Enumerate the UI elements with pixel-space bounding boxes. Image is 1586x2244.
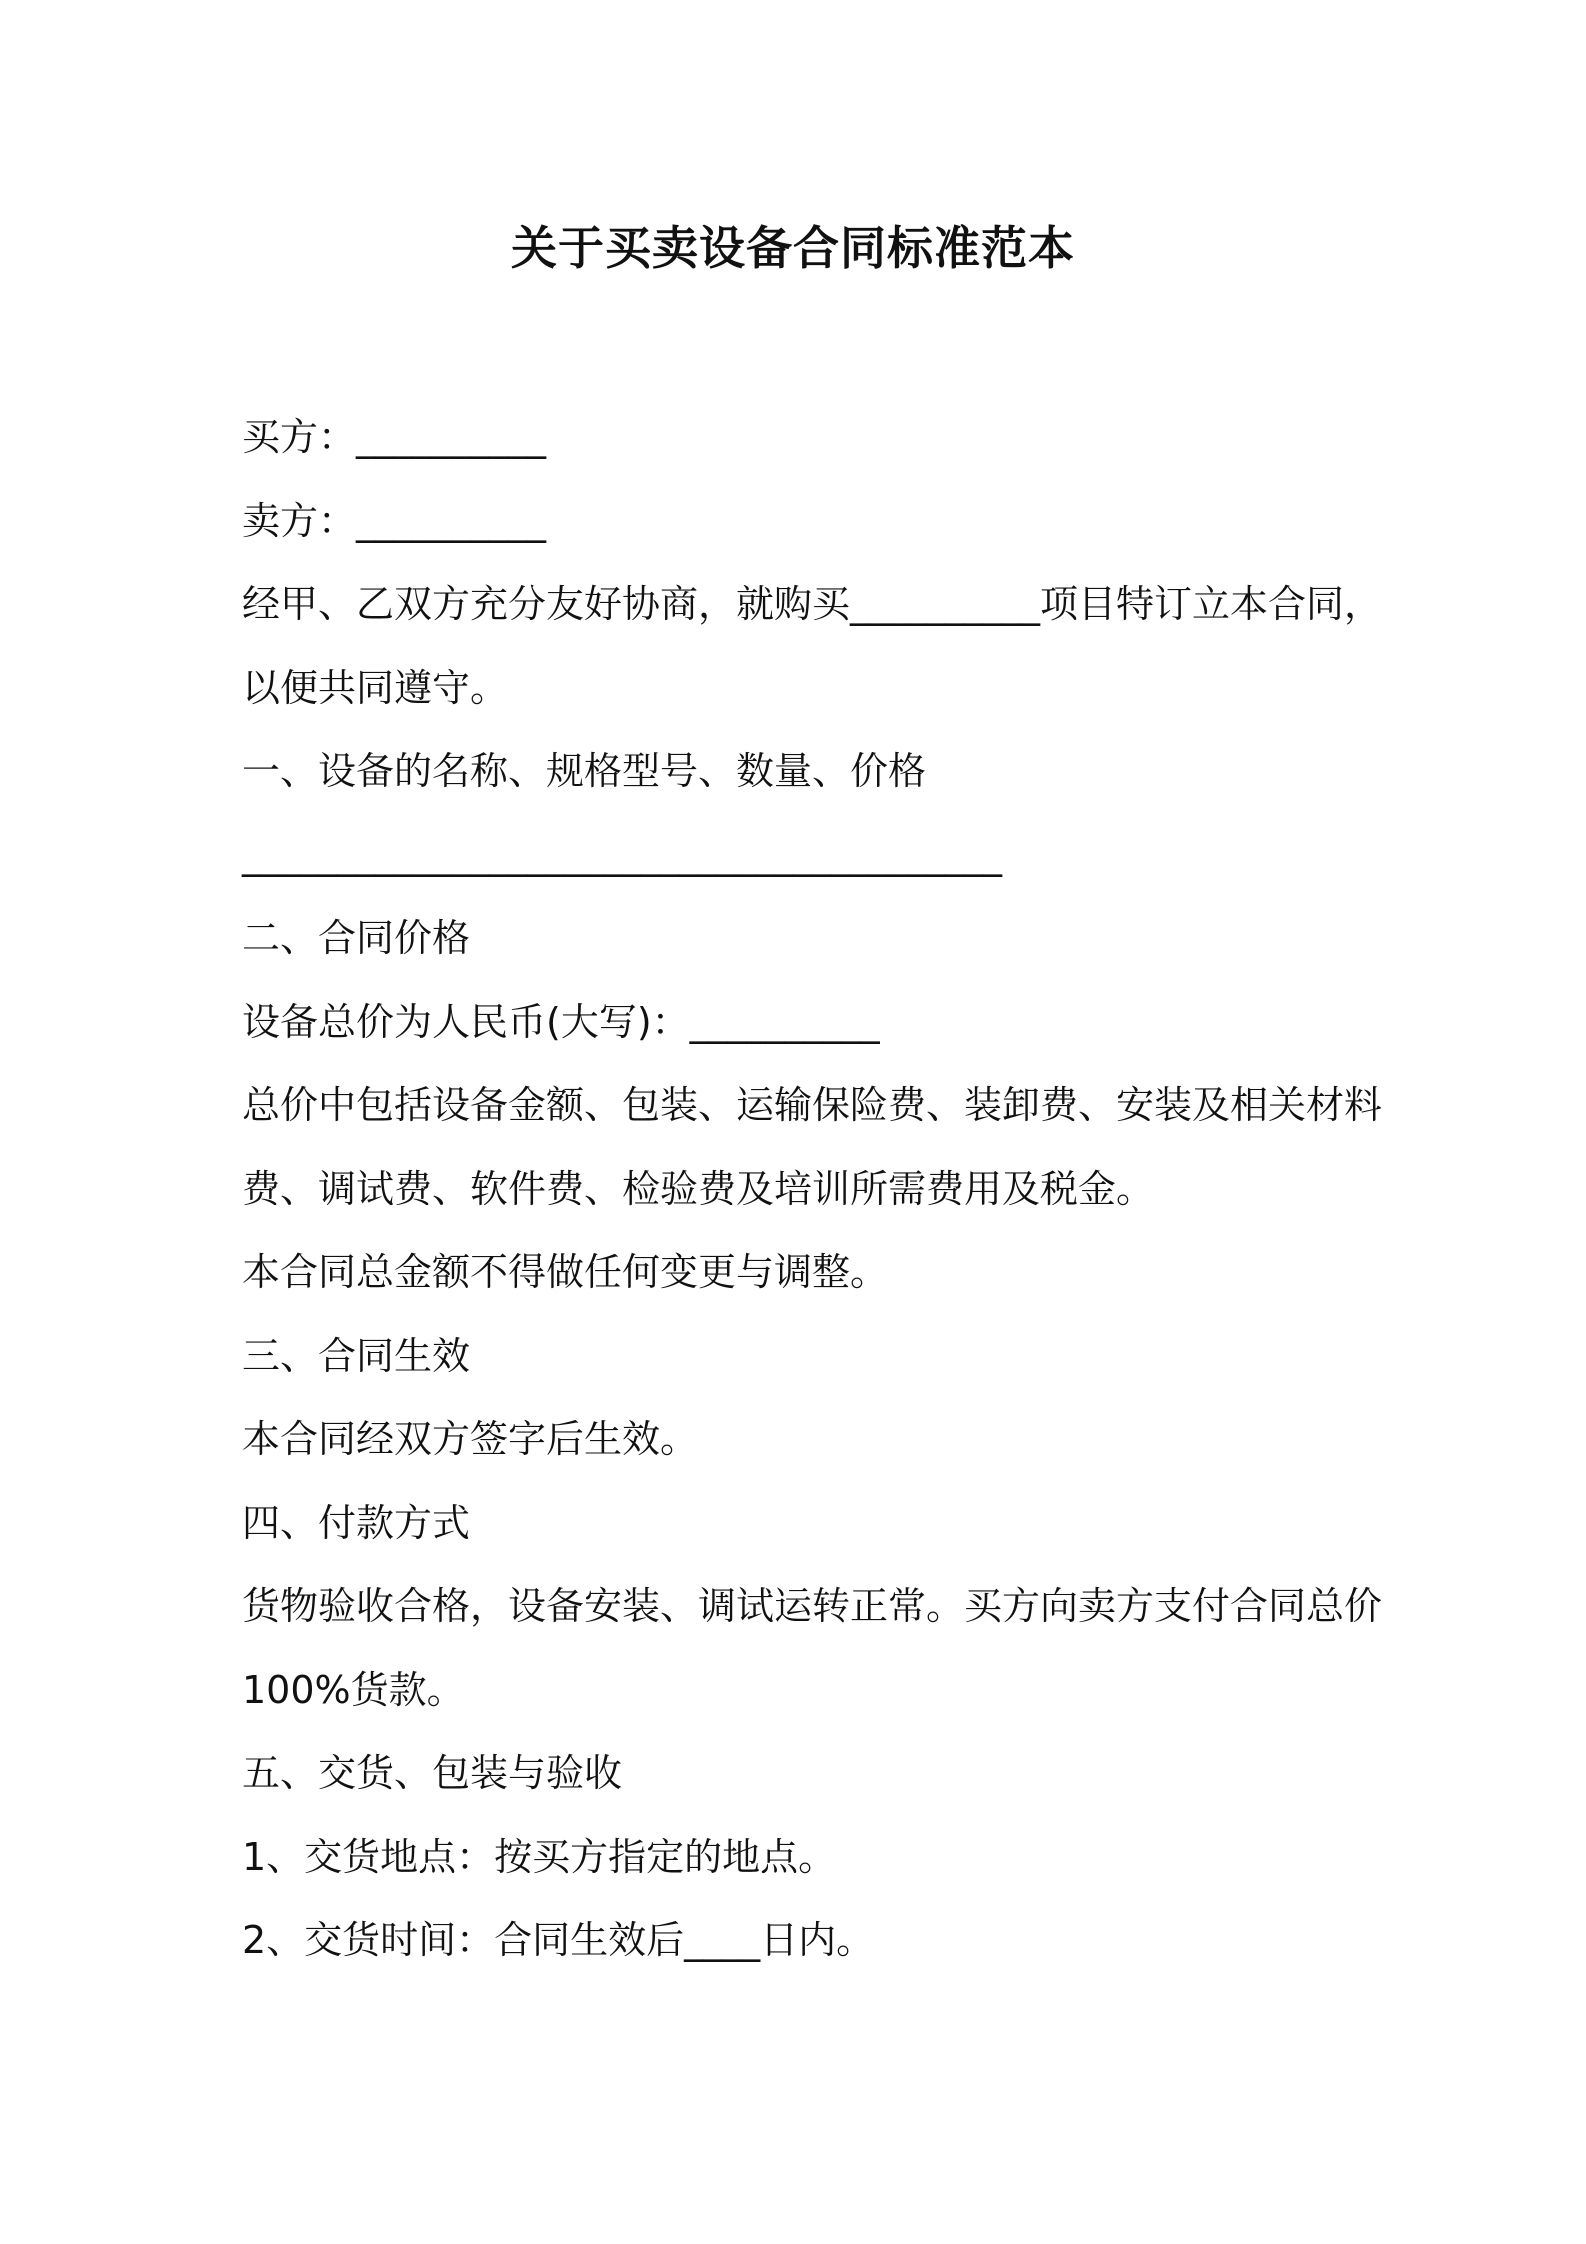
section-5-heading: 五、交货、包装与验收	[242, 1751, 623, 1795]
payment-line-2: 100%货款。	[242, 1667, 465, 1712]
effective-line: 本合同经双方签字后生效。	[242, 1417, 699, 1461]
price-includes-line-1: 总价中包括设备金额、包装、运输保险费、装卸费、安装及相关材料	[242, 1083, 1383, 1127]
delivery-time-line: 2、交货时间：合同生效后____日内。	[242, 1918, 875, 1962]
equipment-blank-line: ________________________________________	[242, 832, 1002, 877]
section-2-heading: 二、合同价格	[242, 916, 471, 960]
document-title: 关于买卖设备合同标准范本	[511, 221, 1075, 275]
no-change-line: 本合同总金额不得做任何变更与调整。	[242, 1250, 889, 1294]
buyer-line: 买方：__________	[242, 415, 547, 459]
section-3-heading: 三、合同生效	[242, 1333, 471, 1378]
preamble-line-2: 以便共同遵守。	[242, 665, 509, 710]
total-price-line: 设备总价为人民币(大写)：__________	[242, 999, 880, 1044]
document-body	[242, 396, 1383, 1983]
section-1-heading: 一、设备的名称、规格型号、数量、价格	[242, 749, 927, 793]
preamble-line-1: 经甲、乙双方充分友好协商，就购买__________项目特订立本合同，	[242, 582, 1383, 626]
delivery-place-line: 1、交货地点：按买方指定的地点。	[242, 1834, 837, 1879]
price-includes-line-2: 费、调试费、软件费、检验费及培训所需费用及税金。	[242, 1166, 1155, 1211]
seller-line: 卖方：__________	[242, 498, 547, 543]
section-4-heading: 四、付款方式	[242, 1500, 471, 1545]
payment-line-1: 货物验收合格，设备安装、调试运转正常。买方向卖方支付合同总价	[242, 1584, 1383, 1628]
